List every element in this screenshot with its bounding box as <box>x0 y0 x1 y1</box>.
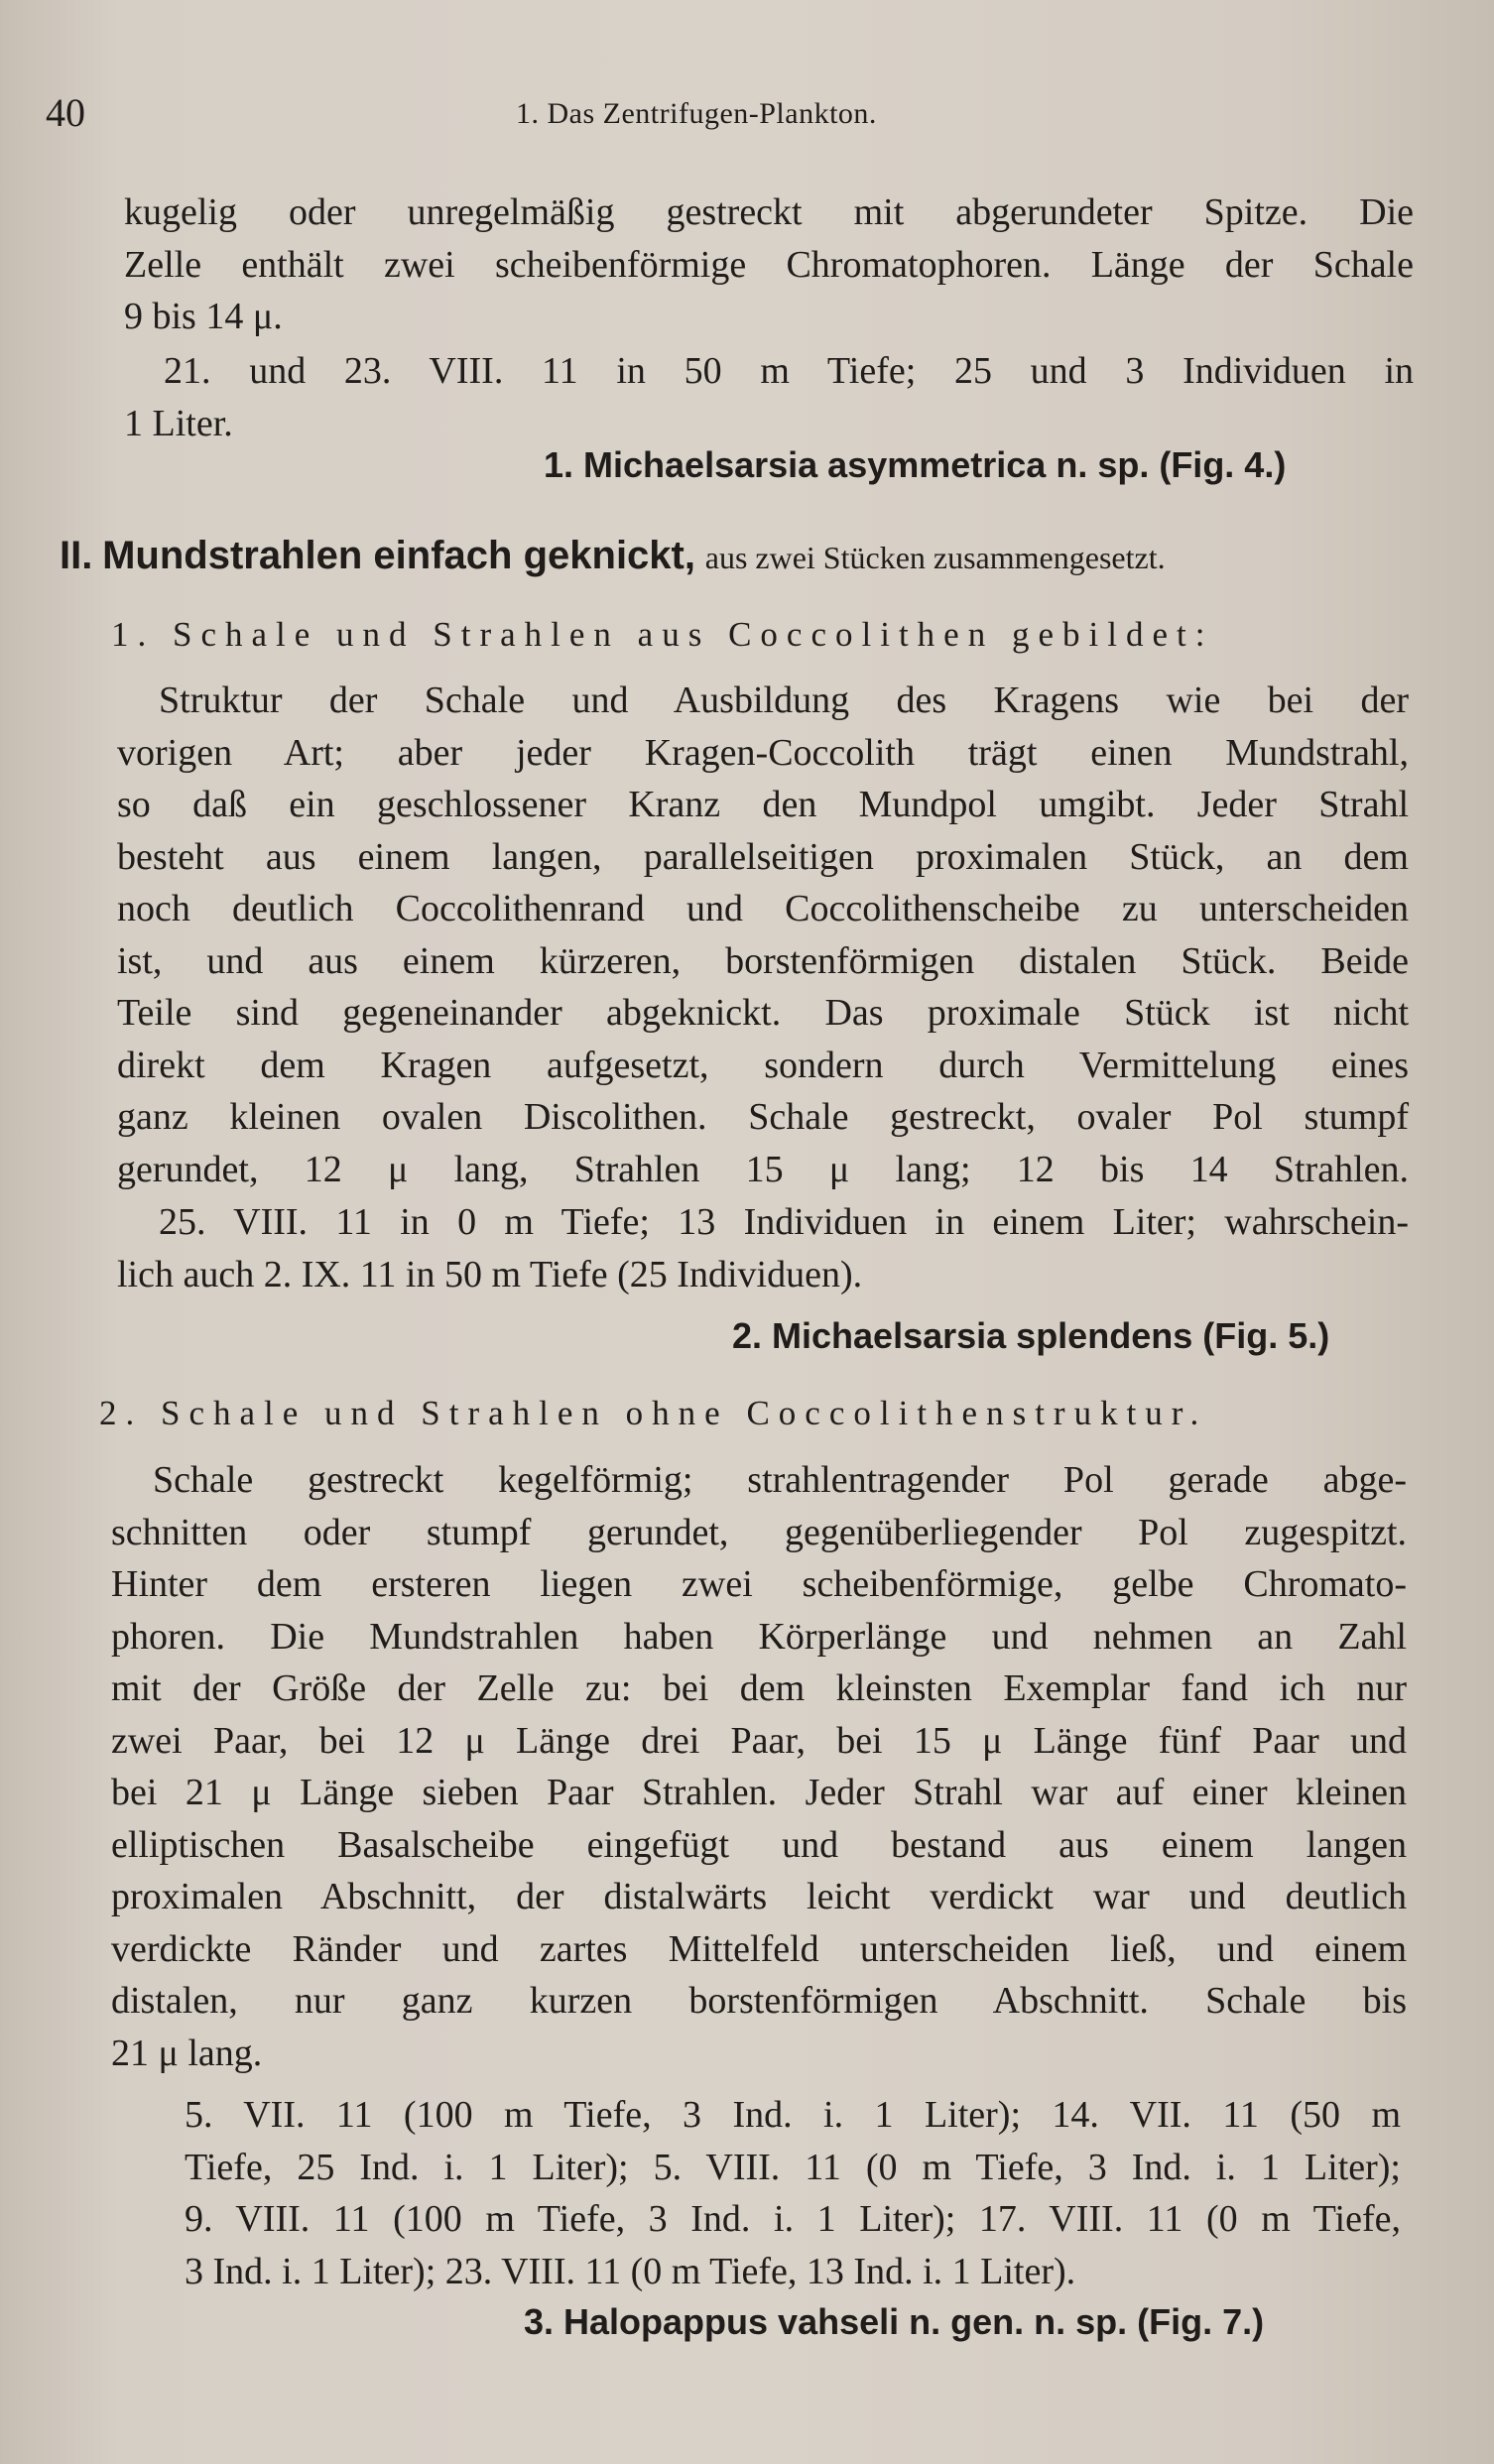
species-heading-michaelsarsia-splendens: 2. Michaelsarsia splendens (Fig. 5.) <box>732 1315 1330 1356</box>
paragraph-description-halopappus <box>111 1454 1407 2079</box>
text-line: direkt dem Kragen aufgesetzt, sondern durch Vermittelung eines <box>117 1044 1409 1086</box>
page-number: 40 <box>46 90 85 135</box>
species-heading-michaelsarsia-asymmetrica: 1. Michaelsarsia asymmetrica n. sp. (Fig. 4.) <box>544 444 1287 485</box>
text-line: gerundet, 12 μ lang, Strahlen 15 μ lang; 12 bis 14 Strahlen. <box>117 1148 1409 1190</box>
text-line: proximalen Abschnitt, der distalwärts leicht verdickt war und deutlich <box>111 1876 1407 1917</box>
running-title: 1. Das Zentrifugen-Plankton. <box>516 97 877 130</box>
text-line: ganz kleinen ovalen Discolithen. Schale gestreckt, ovaler Pol stumpf <box>117 1096 1409 1138</box>
text-line: verdickte Ränder und zartes Mittelfeld unterscheiden ließ, und einem <box>111 1927 1407 1970</box>
text-line: 1 Liter. <box>124 402 233 444</box>
paragraph-occurrence-2 <box>117 1196 1409 1300</box>
text-line: vorigen Art; aber jeder Kragen-Coccolith trägt einen Mundstrahl, <box>117 731 1409 774</box>
text-line: 21 μ lang. <box>111 2032 263 2074</box>
text-line: 5. VII. 11 (100 m Tiefe, 3 Ind. i. 1 Liter); 14. VII. 11 (50 m <box>185 2094 1401 2136</box>
text-line: 25. VIII. 11 in 0 m Tiefe; 13 Individuen in einem Liter; wahrschein- <box>159 1201 1409 1243</box>
section-title-rest: aus zwei Stücken zusammengesetzt. <box>704 540 1166 575</box>
text-line: noch deutlich Coccolithenrand und Coccolithenscheibe zu unterscheiden <box>117 888 1409 929</box>
section-title: Mundstrahlen einfach geknickt, <box>102 534 695 577</box>
section-heading-ii <box>60 534 1166 578</box>
text-line: schnitten oder stumpf gerundet, gegenüberliegender Pol zugespitzt. <box>111 1511 1407 1553</box>
text-line: besteht aus einem langen, parallelseitigen proximalen Stück, an dem <box>117 835 1409 878</box>
paragraph-description-end <box>124 186 1414 343</box>
text-line: Struktur der Schale und Ausbildung des Kragens wie bei der <box>159 679 1409 721</box>
text-line: bei 21 μ Länge sieben Paar Strahlen. Jeder Strahl war auf einer kleinen <box>111 1772 1407 1813</box>
text-line: 9 bis 14 μ. <box>124 296 283 337</box>
text-line: 21. und 23. VIII. 11 in 50 m Tiefe; 25 und 3 Individuen in <box>164 350 1414 392</box>
paragraph-occurrence-1 <box>124 345 1414 449</box>
text-line: mit der Größe der Zelle zu: bei dem kleinsten Exemplar fand ich nur <box>111 1667 1407 1709</box>
text-line: Hinter dem ersteren liegen zwei scheibenförmige, gelbe Chromato- <box>111 1563 1407 1605</box>
section-number: II. <box>60 534 93 577</box>
text-line: lich auch 2. IX. 11 in 50 m Tiefe (25 Individuen). <box>117 1253 863 1295</box>
text-line: 3 Ind. i. 1 Liter); 23. VIII. 11 (0 m Tiefe, 13 Ind. i. 1 Liter). <box>185 2250 1076 2292</box>
text-line: Schale gestreckt kegelförmig; strahlentragender Pol gerade abge- <box>153 1459 1407 1501</box>
text-line: zwei Paar, bei 12 μ Länge drei Paar, bei 15 μ Länge fünf Paar und <box>111 1719 1407 1762</box>
subsection-heading-1: 1. Schale und Strahlen aus Coccolithen gebildet: <box>111 615 1214 654</box>
text-line: distalen, nur ganz kurzen borstenförmigen Abschnitt. Schale bis <box>111 1980 1407 2022</box>
text-line: kugelig oder unregelmäßig gestreckt mit abgerundeter Spitze. Die <box>124 191 1414 233</box>
text-line: elliptischen Basalscheibe eingefügt und bestand aus einem langen <box>111 1823 1407 1866</box>
text-line: Teile sind gegeneinander abgeknickt. Das proximale Stück ist nicht <box>117 992 1409 1034</box>
subsection-heading-2: 2. Schale und Strahlen ohne Coccolithenstruktur. <box>99 1394 1208 1432</box>
text-line: Tiefe, 25 Ind. i. 1 Liter); 5. VIII. 11 (0 m Tiefe, 3 Ind. i. 1 Liter); <box>185 2146 1401 2188</box>
text-line: ist, und aus einem kürzeren, borstenförmigen distalen Stück. Beide <box>117 939 1409 982</box>
paragraph-occurrence-3 <box>185 2089 1401 2297</box>
paragraph-description-splendens <box>117 675 1409 1195</box>
species-heading-halopappus-vahseli: 3. Halopappus vahseli n. gen. n. sp. (Fig. 7.) <box>524 2301 1265 2342</box>
text-line: Zelle enthält zwei scheibenförmige Chromatophoren. Länge der Schale <box>124 243 1414 286</box>
text-line: 9. VIII. 11 (100 m Tiefe, 3 Ind. i. 1 Liter); 17. VIII. 11 (0 m Tiefe, <box>185 2198 1401 2240</box>
text-line: phoren. Die Mundstrahlen haben Körperlänge und nehmen an Zahl <box>111 1615 1407 1658</box>
text-line: so daß ein geschlossener Kranz den Mundpol umgibt. Jeder Strahl <box>117 784 1409 825</box>
